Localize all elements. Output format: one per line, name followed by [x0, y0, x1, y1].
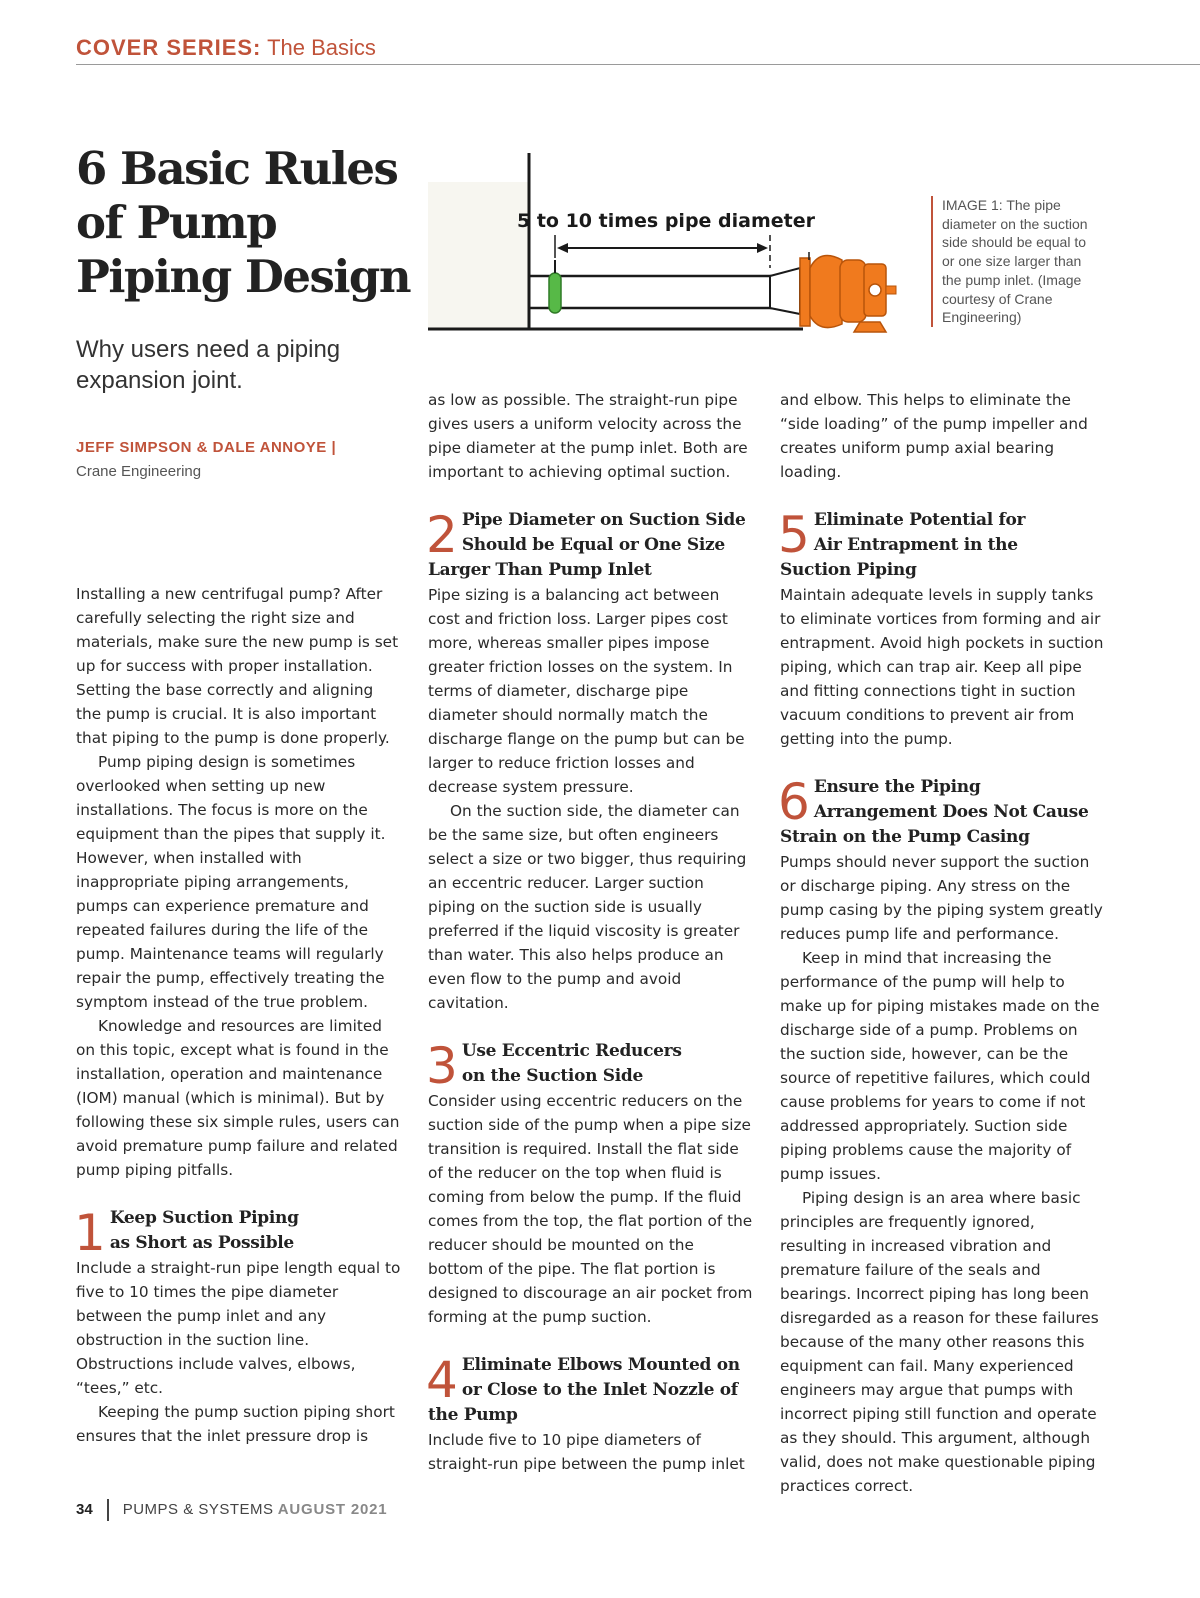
article-subtitle: Why users need a piping expansion joint.	[76, 336, 341, 394]
rule-heading: Ensure the Piping Arrangement Does Not Cause Strain on the Pump Casing	[780, 777, 1089, 847]
rule-heading: Use Eccentric Reducers on the Suction Side	[461, 1041, 682, 1086]
wall	[428, 182, 528, 329]
column-2	[428, 388, 754, 1476]
issue-date: AUGUST 2021	[277, 1501, 388, 1518]
valve-icon	[549, 273, 561, 313]
section-header	[76, 34, 1200, 65]
article-title: 6 Basic Rules of Pump Piping Design	[76, 142, 411, 303]
rule-heading: Eliminate Potential for Air Entrapment in the Suction Piping	[780, 510, 1026, 580]
rule-paragraph: On the suction side, the diameter can be the same size, but often engineers select a size or two bigger, thus requiring an eccentric reducer. Larger suction piping on the suction side is usually preferred if the liquid viscosity is greater than water. This also helps produce an even flow to the pump and avoid cavitation.	[428, 802, 747, 1012]
author-affiliation: Crane Engineering	[76, 463, 202, 480]
column-3	[780, 388, 1106, 1498]
page-footer	[76, 1498, 387, 1522]
rule-paragraph: Keep in mind that increasing the performance of the pump will help to make up for piping mistakes made on the discharge side of a pump. Problems on the suction side, however, can be the source of repetitive failures, which could cause problems for years to come if not addressed appropriately. Suction side piping problems cause the majority of pump issues.	[780, 949, 1100, 1183]
author-byline: JEFF SIMPSON & DALE ANNOYE |	[76, 439, 337, 456]
rule-number: 3	[426, 1037, 458, 1095]
footer-divider	[107, 1499, 109, 1521]
series-topic: The Basics	[267, 35, 376, 60]
rule-5	[780, 508, 1106, 751]
intro-paragraph: Pump piping design is sometimes overlooked when setting up new installations. The focus is more on the equipment than the pipes that supply it. However, when installed with inappropriate piping arrangements, pumps can experience premature and repeated failures during the life of the pump. Maintenance teams will regularly repair the pump, effectively treating the symptom instead of the true problem.	[76, 753, 386, 1011]
rule-paragraph: Maintain adequate levels in supply tanks to eliminate vortices from forming and air entrapment. Avoid high pockets in suction piping, which can trap air. Keep all pipe and fitting connections tight in suction vacuum conditions to prevent air from getting into the pump.	[780, 586, 1104, 748]
rule-paragraph: as low as possible. The straight-run pipe gives users a uniform velocity across the pipe diameter at the pump inlet. Both are important to achieving optimal suction.	[428, 391, 748, 481]
column-1	[76, 582, 402, 1448]
rule-number: 2	[426, 506, 458, 564]
magazine-name: PUMPS & SYSTEMS	[122, 1501, 274, 1518]
dimension-label: 5 to 10 times pipe diameter	[516, 210, 816, 232]
rule-paragraph: Pipe sizing is a balancing act between cost and friction loss. Larger pipes cost more, whereas smaller pipes impose greater friction losses on the system. In terms of diameter, discharge pipe diameter should normally match the discharge flange on the pump but can be larger to reduce friction losses and decrease system pressure.	[428, 586, 745, 796]
rule-number: 4	[426, 1351, 458, 1409]
eccentric-reducer	[770, 268, 800, 314]
rule-number: 6	[778, 773, 810, 831]
series-label: COVER SERIES:	[76, 35, 262, 60]
page-number: 34	[76, 1501, 93, 1518]
rule-1	[76, 1206, 402, 1448]
rule-6	[780, 775, 1106, 1498]
rule-paragraph: Include a straight-run pipe length equal to five to 10 times the pipe diameter between the pump inlet and any obstruction in the suction line. Obstructions include valves, elbows, “tees,” etc.	[76, 1259, 401, 1397]
figure-caption: IMAGE 1: The pipe diameter on the suction side should be equal to or one size larger than the pump inlet. (Image courtesy of Crane Engineering)	[931, 196, 1102, 327]
rule-paragraph: Pumps should never support the suction or discharge piping. Any stress on the pump casing by the piping system greatly reduces pump life and performance.	[780, 853, 1103, 943]
arrow-left-icon	[557, 243, 568, 253]
rule-paragraph: Keeping the pump suction piping short ensures that the inlet pressure drop is	[76, 1403, 395, 1445]
rule-4	[428, 1353, 754, 1476]
rule-heading: Keep Suction Piping as Short as Possible	[109, 1208, 299, 1253]
rule-2	[428, 508, 754, 1015]
rule-heading: Pipe Diameter on Suction Side Should be Equal or One Size Larger Than Pump Inlet	[428, 510, 746, 580]
intro-paragraph: Knowledge and resources are limited on this topic, except what is found in the installation, operation and maintenance (IOM) manual (which is minimal). But by following these six simple rules, users can avoid premature pump failure and related pump piping pitfalls.	[76, 1017, 400, 1179]
rule-paragraph: Consider using eccentric reducers on the suction side of the pump when a pipe size transition is required. Install the flat side of the reducer on the top when fluid is coming from below the pump. If the fluid comes from the top, the flat portion of the reducer should be mounted on the bottom of the pipe. The flat portion is designed to discourage an air pocket from forming at the pump suction.	[428, 1092, 753, 1326]
arrow-right-icon	[757, 243, 768, 253]
pump-icon	[800, 252, 896, 332]
rule-number: 1	[74, 1204, 106, 1262]
pump-piping-diagram	[428, 148, 918, 338]
rule-3	[428, 1039, 754, 1329]
rule-number: 5	[778, 506, 810, 564]
rule-paragraph: and elbow. This helps to eliminate the “side loading” of the pump impeller and creates uniform pump axial bearing loading.	[780, 391, 1088, 481]
rule-paragraph: Piping design is an area where basic principles are frequently ignored, resulting in increased vibration and premature failure of the seals and bearings. Incorrect piping has long been disregarded as a reason for these failures because of the many other reasons this equipment can fail. Many experienced engineers may argue that pumps with incorrect piping still function and operate as they should. This argument, although valid, does not make questionable piping practices correct.	[780, 1189, 1099, 1495]
rule-paragraph: Include five to 10 pipe diameters of straight-run pipe between the pump inlet	[428, 1431, 745, 1473]
intro-paragraph: Installing a new centrifugal pump? After carefully selecting the right size and materials, make sure the new pump is set up for success with proper installation. Setting the base correctly and aligning the pump is crucial. It is also important that piping to the pump is done properly.	[76, 585, 399, 747]
rule-heading: Eliminate Elbows Mounted on or Close to the Inlet Nozzle of the Pump	[428, 1355, 740, 1425]
